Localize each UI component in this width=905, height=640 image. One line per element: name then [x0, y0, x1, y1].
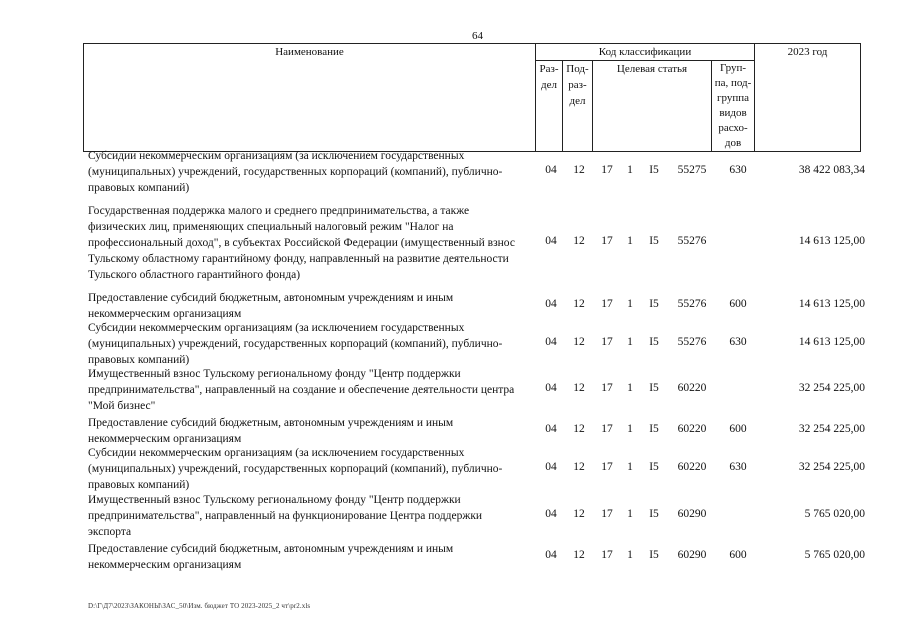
cell-target-3: I5: [649, 423, 659, 435]
cell-podrazdel: 12: [573, 508, 585, 520]
cell-amount: 38 422 083,34: [798, 164, 865, 176]
cell-target-2: 1: [627, 382, 633, 394]
cell-target-2: 1: [627, 461, 633, 473]
cell-group: 600: [729, 423, 747, 435]
cell-razdel: 04: [545, 298, 557, 310]
cell-target-1: 17: [601, 382, 613, 394]
cell-amount: 5 765 020,00: [804, 508, 865, 520]
cell-target-2: 1: [627, 164, 633, 176]
cell-podrazdel: 12: [573, 336, 585, 348]
row-name: Субсидии некоммерческим организациям (за исключением государственных (муниципальных) учреждений, государственных корпораций (компаний), публично-правовых компаний): [88, 150, 503, 194]
cell-podrazdel: 12: [573, 549, 585, 561]
cell-target-4: 60220: [677, 423, 707, 435]
cell-razdel: 04: [545, 508, 557, 520]
cell-target-3: I5: [649, 549, 659, 561]
cell-razdel: 04: [545, 423, 557, 435]
cell-group: 630: [729, 461, 747, 473]
cell-amount: 32 254 225,00: [798, 423, 865, 435]
row-name: Государственная поддержка малого и среднего предпринимательства, а также физических лиц, применяющих специальный налоговый режим "Налог на профессиональный доход", в субъектах Российской Федерации (имущественный взнос Тульскому областному гарантийному фонду, направленный на развитие деятельности Тульского областного гарантийного фонда): [88, 205, 515, 281]
row-name: Предоставление субсидий бюджетным, автономным учреждениям и иным некоммерческим организациям: [88, 543, 454, 571]
header-year: 2023 год: [755, 44, 861, 152]
cell-group: 600: [729, 298, 747, 310]
row-name: Предоставление субсидий бюджетным, автономным учреждениям и иным некоммерческим организациям: [88, 292, 454, 320]
cell-podrazdel: 12: [573, 235, 585, 247]
header-code: Код классификации: [536, 44, 755, 61]
cell-razdel: 04: [545, 461, 557, 473]
cell-razdel: 04: [545, 382, 557, 394]
cell-razdel: 04: [545, 549, 557, 561]
row-name: Имущественный взнос Тульскому региональному фонду "Центр поддержки предпринимательства", направленный на функционирование Центра поддержки экспорта: [88, 494, 483, 538]
cell-target-3: I5: [649, 298, 659, 310]
cell-target-2: 1: [627, 235, 633, 247]
cell-target-3: I5: [649, 461, 659, 473]
page-number: 64: [472, 30, 483, 42]
cell-target-4: 60290: [677, 549, 707, 561]
cell-target-2: 1: [627, 549, 633, 561]
cell-target-2: 1: [627, 298, 633, 310]
row-name: Имущественный взнос Тульскому региональному фонду "Центр поддержки предпринимательства", направленный на создание и обеспечение деятельности центра "Мой бизнес": [88, 368, 515, 412]
cell-amount: 32 254 225,00: [798, 461, 865, 473]
row-name: Предоставление субсидий бюджетным, автономным учреждениям и иным некоммерческим организациям: [88, 417, 454, 445]
cell-target-4: 55276: [677, 336, 707, 348]
header-razdel: Раз- дел: [536, 61, 563, 152]
cell-podrazdel: 12: [573, 382, 585, 394]
cell-target-4: 60220: [677, 461, 707, 473]
cell-target-1: 17: [601, 298, 613, 310]
cell-razdel: 04: [545, 164, 557, 176]
cell-target-1: 17: [601, 336, 613, 348]
cell-group: 630: [729, 336, 747, 348]
cell-target-4: 60220: [677, 382, 707, 394]
cell-target-2: 1: [627, 423, 633, 435]
cell-target-1: 17: [601, 423, 613, 435]
cell-amount: 14 613 125,00: [798, 298, 865, 310]
cell-amount: 14 613 125,00: [798, 235, 865, 247]
cell-target-1: 17: [601, 235, 613, 247]
cell-amount: 32 254 225,00: [798, 382, 865, 394]
cell-target-1: 17: [601, 164, 613, 176]
header-target: Целевая статья: [593, 61, 712, 152]
cell-target-3: I5: [649, 235, 659, 247]
cell-podrazdel: 12: [573, 423, 585, 435]
cell-target-4: 55275: [677, 164, 707, 176]
cell-group: 600: [729, 549, 747, 561]
cell-target-1: 17: [601, 461, 613, 473]
cell-target-4: 55276: [677, 298, 707, 310]
file-path-footer: D:\Г\Д7\2023\ЗАКОНЫ\ЗАС_50\Изм. бюджет ТО 2023-2025_2 чт\pr2.xls: [88, 602, 311, 610]
row-name: Субсидии некоммерческим организациям (за исключением государственных (муниципальных) учреждений, государственных корпораций (компаний), публично-правовых компаний): [88, 447, 503, 491]
cell-razdel: 04: [545, 235, 557, 247]
header-group: Груп- па, под- группа видов расхо- дов: [712, 61, 755, 152]
cell-target-1: 17: [601, 549, 613, 561]
cell-podrazdel: 12: [573, 164, 585, 176]
cell-target-3: I5: [649, 336, 659, 348]
cell-amount: 14 613 125,00: [798, 336, 865, 348]
cell-target-3: I5: [649, 164, 659, 176]
cell-podrazdel: 12: [573, 298, 585, 310]
cell-target-2: 1: [627, 508, 633, 520]
cell-target-3: I5: [649, 508, 659, 520]
cell-target-4: 55276: [677, 235, 707, 247]
header-name: Наименование: [84, 44, 536, 152]
cell-podrazdel: 12: [573, 461, 585, 473]
cell-target-3: I5: [649, 382, 659, 394]
cell-amount: 5 765 020,00: [804, 549, 865, 561]
row-name: Субсидии некоммерческим организациям (за исключением государственных (муниципальных) учреждений, государственных корпораций (компаний), публично-правовых компаний): [88, 322, 503, 366]
cell-razdel: 04: [545, 336, 557, 348]
cell-target-4: 60290: [677, 508, 707, 520]
cell-group: 630: [729, 164, 747, 176]
header-podrazdel: Под- раз- дел: [563, 61, 593, 152]
cell-target-2: 1: [627, 336, 633, 348]
cell-target-1: 17: [601, 508, 613, 520]
